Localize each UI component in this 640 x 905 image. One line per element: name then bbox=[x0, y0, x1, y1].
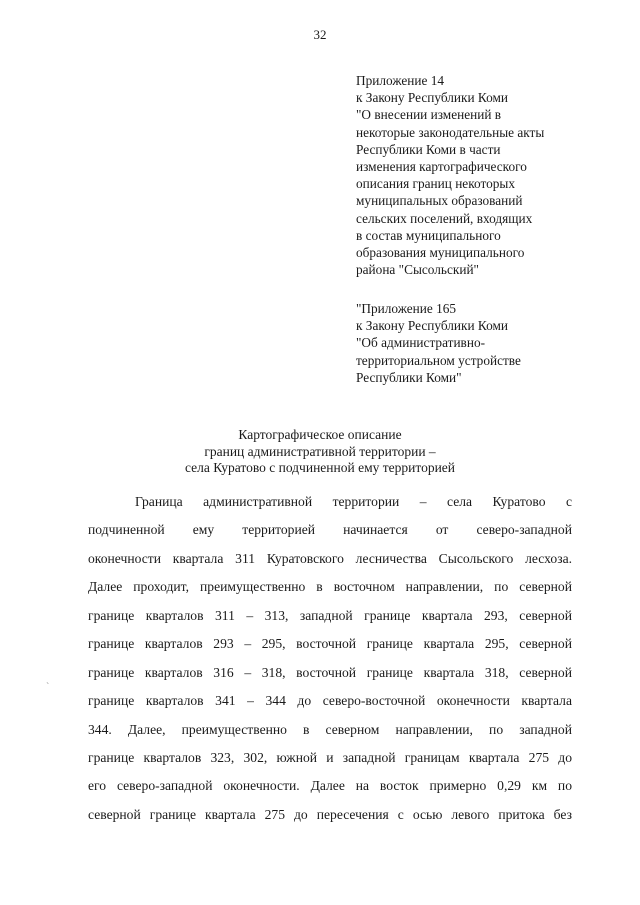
appendix-14-line: некоторые законодательные акты bbox=[356, 124, 545, 140]
appendix-165-line: Республики Коми" bbox=[356, 369, 462, 385]
body-line: оконечности квартала 311 Куратовского лесничества Сысольского лесхоза. bbox=[88, 550, 572, 566]
appendix-165-line: территориальном устройстве bbox=[356, 352, 521, 368]
document-title bbox=[0, 427, 640, 477]
margin-mark: ˋ bbox=[46, 682, 50, 693]
boundary-description bbox=[88, 488, 572, 829]
body-line: северной границе квартала 275 до пересечения с осью левого притока без bbox=[88, 806, 572, 822]
appendix-165-line: "Об административно- bbox=[356, 335, 486, 351]
appendix-165-header bbox=[356, 300, 606, 386]
body-line: подчиненной ему территорией начинается от северо-западной bbox=[88, 522, 572, 538]
appendix-14-line: района "Сысольский" bbox=[356, 262, 479, 278]
appendix-14-line: "О внесении изменений в bbox=[356, 107, 502, 123]
appendix-14-line: муниципальных образований bbox=[356, 193, 523, 209]
appendix-14-line: в состав муниципального bbox=[356, 227, 501, 243]
body-line: границе кварталов 293 – 295, восточной границе квартала 295, северной bbox=[88, 636, 572, 652]
appendix-165-line: "Приложение 165 bbox=[356, 301, 457, 316]
title-line: Картографическое описание bbox=[238, 427, 402, 442]
appendix-14-header bbox=[356, 72, 606, 278]
body-line: Граница административной территории – села Куратово с bbox=[135, 494, 572, 509]
body-line: его северо-западной оконечности. Далее на восток примерно 0,29 км по bbox=[88, 778, 572, 794]
appendix-14-line: к Закону Республики Коми bbox=[356, 90, 509, 106]
appendix-165-line: к Закону Республики Коми bbox=[356, 318, 509, 334]
body-line: 344. Далее, преимущественно в северном направлении, по западной bbox=[88, 721, 572, 737]
body-line: границе кварталов 311 – 313, западной границе квартала 293, северной bbox=[88, 607, 572, 623]
appendix-14-line: сельских поселений, входящих bbox=[356, 210, 533, 226]
body-line: Далее проходит, преимущественно в восточном направлении, по северной bbox=[88, 579, 572, 595]
title-line: границ административной территории – bbox=[204, 443, 436, 459]
body-line: границе кварталов 341 – 344 до северо-восточной оконечности квартала bbox=[88, 693, 572, 709]
body-line: границе кварталов 323, 302, южной и западной границам квартала 275 до bbox=[88, 749, 572, 765]
body-line: границе кварталов 316 – 318, восточной границе квартала 318, северной bbox=[88, 664, 572, 680]
appendix-14-line: Республики Коми в части bbox=[356, 141, 501, 157]
appendix-14-line: изменения картографического bbox=[356, 159, 527, 175]
appendix-14-line: Приложение 14 bbox=[356, 73, 444, 88]
appendix-14-line: образования муниципального bbox=[356, 245, 525, 261]
title-line: села Куратово с подчиненной ему территорией bbox=[184, 460, 456, 475]
page-number: 32 bbox=[313, 27, 327, 42]
appendix-14-line: описания границ некоторых bbox=[356, 176, 515, 192]
